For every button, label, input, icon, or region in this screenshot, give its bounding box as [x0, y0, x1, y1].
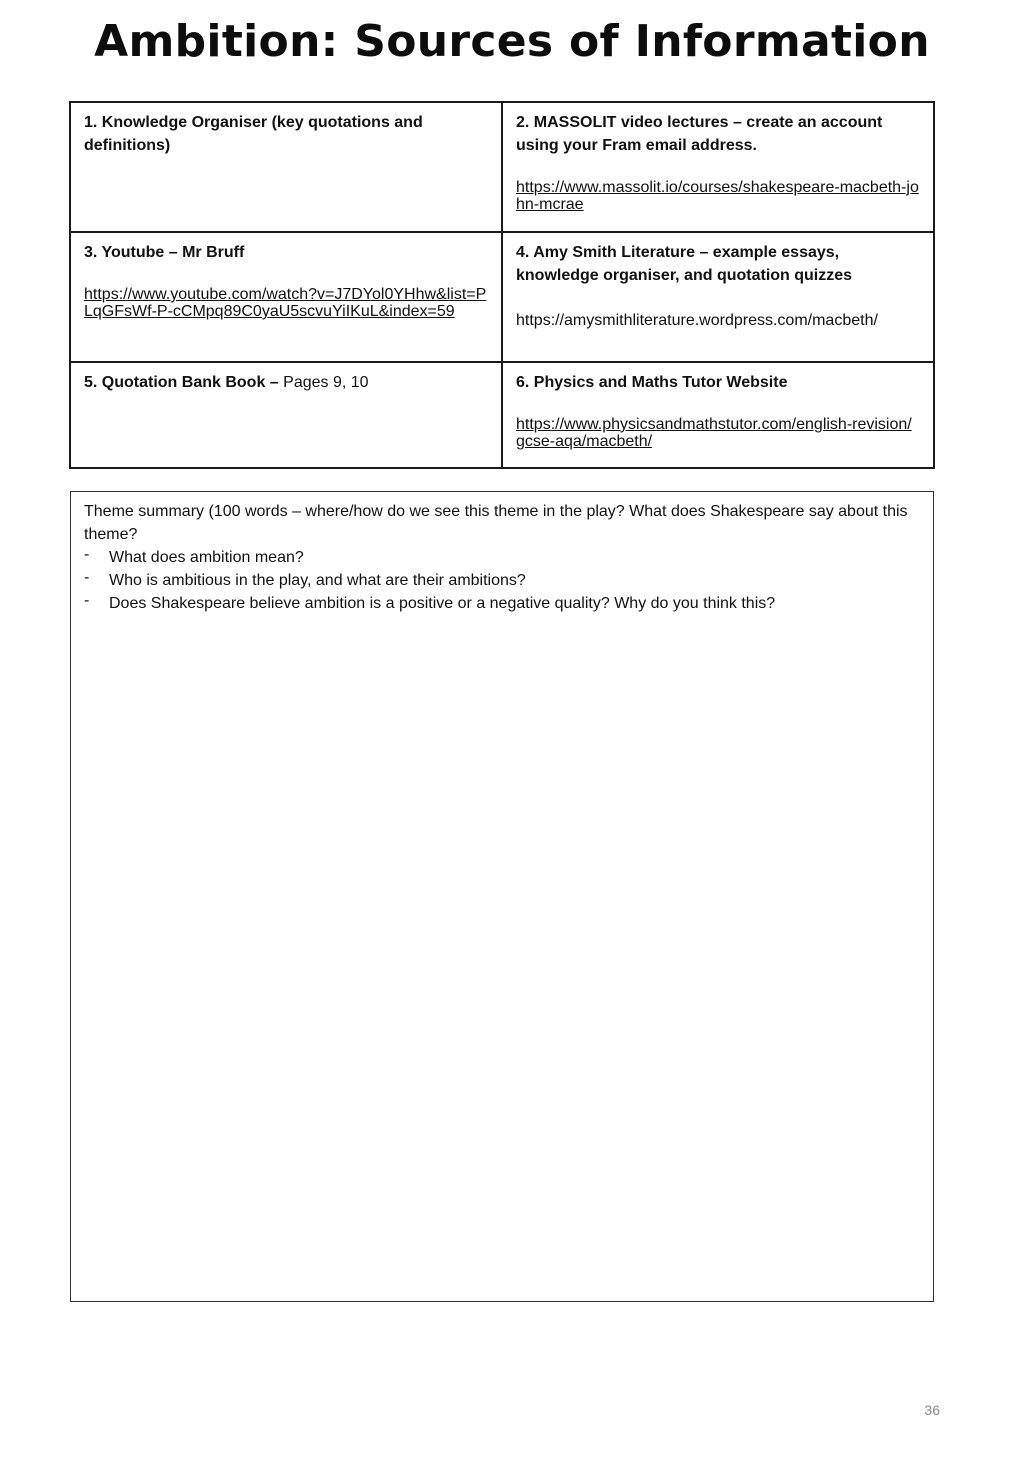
- source-heading: 2. MASSOLIT video lectures – create an account using your Fram email address.: [516, 114, 883, 154]
- source-cell-physics-maths-tutor: [502, 362, 934, 468]
- source-heading: 6. Physics and Maths Tutor Website: [516, 374, 788, 391]
- summary-prompt: Theme summary (100 words – where/how do we see this theme in the play? What does Shakespeare say about this theme?: [84, 503, 908, 543]
- summary-question-list: [84, 546, 920, 615]
- summary-question: Who is ambitious in the play, and what are their ambitions?: [109, 572, 526, 589]
- source-cell-amy-smith: [502, 232, 934, 362]
- source-cell-quotation-bank: [70, 362, 502, 468]
- page-title: Ambition: Sources of Information: [94, 16, 930, 67]
- bullet-dash: -: [84, 546, 90, 563]
- source-cell-massolit: [502, 102, 934, 232]
- table-row: [70, 232, 934, 362]
- source-heading: 3. Youtube – Mr Bruff: [84, 244, 245, 261]
- bullet-dash: -: [84, 569, 90, 586]
- sources-table: [69, 101, 935, 469]
- source-heading: 4. Amy Smith Literature – example essays, knowledge organiser, and quotation quizzes: [516, 244, 853, 284]
- bullet-dash: -: [84, 592, 90, 609]
- summary-question: What does ambition mean?: [109, 549, 304, 566]
- table-row: [70, 362, 934, 468]
- summary-question: Does Shakespeare believe ambition is a positive or a negative quality? Why do you think this?: [109, 595, 776, 612]
- source-link[interactable]: https://www.physicsandmathstutor.com/english-revision/gcse-aqa/macbeth/: [516, 416, 912, 450]
- source-link[interactable]: https://amysmithliterature.wordpress.com/macbeth/: [516, 312, 878, 329]
- list-item: [84, 546, 920, 569]
- source-link[interactable]: https://www.youtube.com/watch?v=J7DYol0YHhw&list=PLqGFsWf-P-cCMpq89C0yaU5scvuYiIKuL&index=59: [84, 286, 487, 320]
- table-row: [70, 102, 934, 232]
- source-cell-knowledge-organiser: [70, 102, 502, 232]
- source-heading: [84, 371, 488, 394]
- source-heading-bold: 5. Quotation Bank Book –: [84, 374, 284, 391]
- source-link[interactable]: https://www.massolit.io/courses/shakespeare-macbeth-john-mcrae: [516, 179, 919, 213]
- source-pages: Pages 9, 10: [283, 374, 369, 391]
- list-item: [84, 592, 920, 615]
- source-cell-youtube: [70, 232, 502, 362]
- list-item: [84, 569, 920, 592]
- theme-summary-box[interactable]: [70, 491, 934, 1302]
- page-number: 36: [924, 1402, 940, 1418]
- source-heading: 1. Knowledge Organiser (key quotations and definitions): [84, 114, 423, 154]
